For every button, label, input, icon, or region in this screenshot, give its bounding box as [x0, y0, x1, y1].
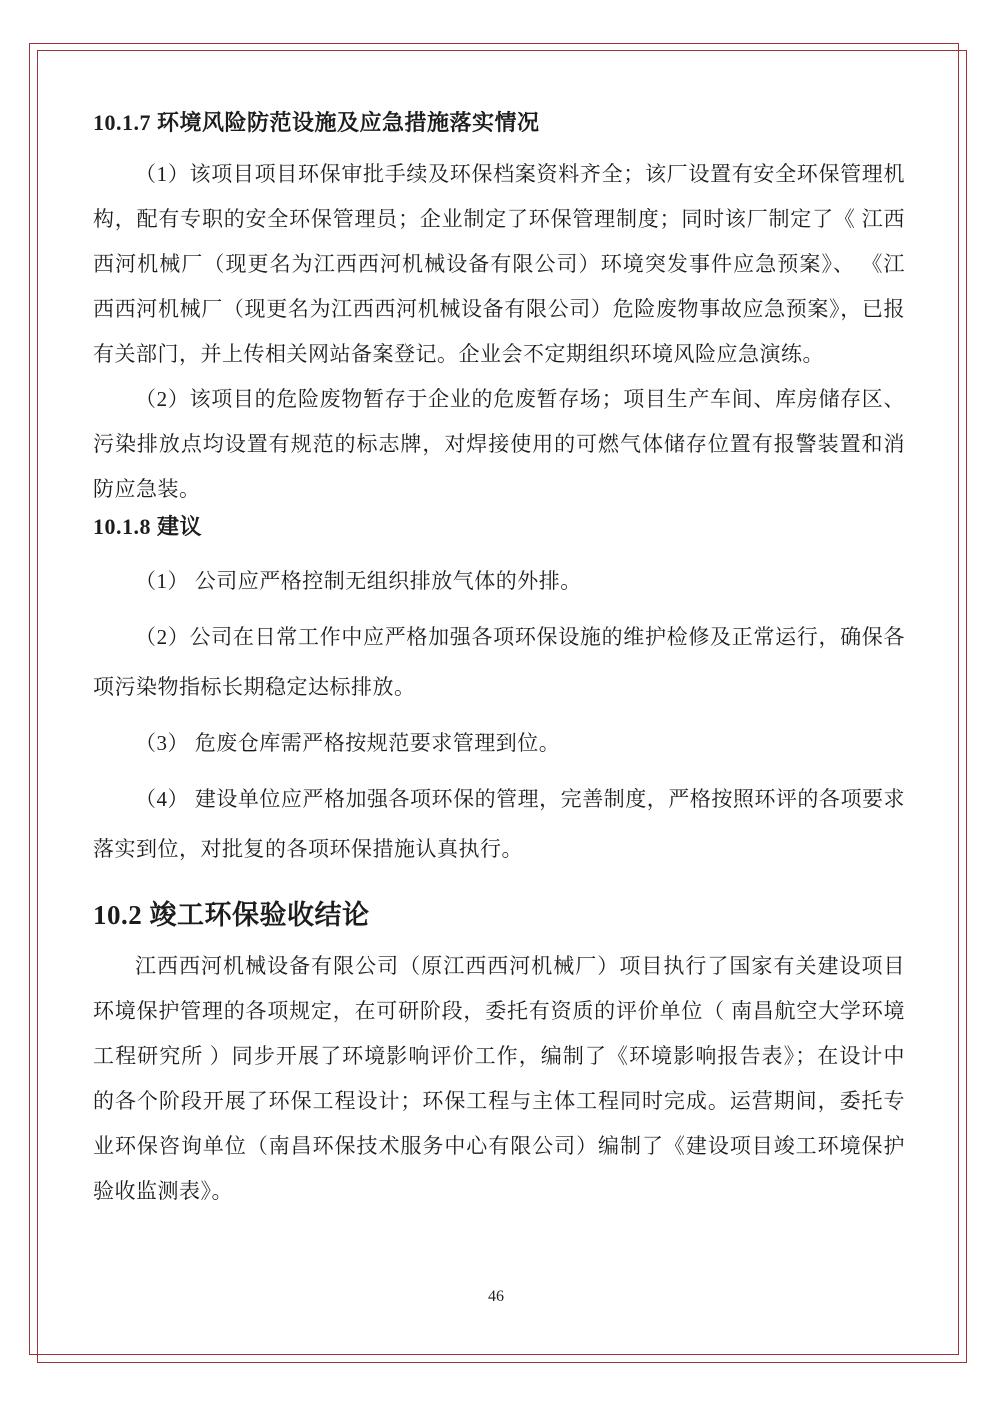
- advice-item-2: （2）公司在日常工作中应严格加强各项环保设施的维护检修及正常运行，确保各项污染物指标长期稳定达标排放。: [93, 625, 905, 699]
- section-heading-10-1-8: 10.1.8 建议: [93, 514, 203, 539]
- paragraph-risk-prevention-2: （2）该项目的危险废物暂存于企业的危废暂存场；项目生产车间、库房储存区、污染排放点均设置有规范的标志牌，对焊接使用的可燃气体储存位置有报警装置和消防应急装。: [93, 387, 905, 501]
- advice-item-4: （4） 建设单位应严格加强各项环保的管理，完善制度，严格按照环评的各项要求落实到位，对批复的各项环保措施认真执行。: [93, 787, 905, 861]
- advice-item-1: （1） 公司应严格控制无组织排放气体的外排。: [135, 569, 582, 593]
- section-heading-10-2: 10.2 竣工环保验收结论: [93, 900, 370, 930]
- section-heading-10-1-7: 10.1.7 环境风险防范设施及应急措施落实情况: [93, 110, 540, 135]
- document-body: [93, 108, 905, 1214]
- paragraph-acceptance-conclusion: 江西西河机械设备有限公司（原江西西河机械厂）项目执行了国家有关建设项目环境保护管理的各项规定，在可研阶段，委托有资质的评价单位（ 南昌航空大学环境工程研究所 ）同步开展了环境影响评价工作，编制了《环境影响报告表》；在设计中的各个阶段开展了环保工程设计；环保工程与主体工程同时完成。运营期间，委托专业环保咨询单位（南昌环保技术服务中心有限公司）编制了《建设项目竣工环境保护验收监测表》。: [93, 954, 905, 1203]
- page-number: 46: [488, 1288, 504, 1305]
- paragraph-risk-prevention-1: （1）该项目项目环保审批手续及环保档案资料齐全；该厂设置有安全环保管理机构，配有专职的安全环保管理员；企业制定了环保管理制度；同时该厂制定了《 江西西河机械厂（现更名为江西西河机械设备有限公司）环境突发事件应急预案》、 《江西西河机械厂（现更名为江西西河机械设备有限公司）危险废物事故应急预案》，已报有关部门，并上传相关网站备案登记。企业会不定期组织环境风险应急演练。: [93, 162, 905, 366]
- advice-item-3: （3） 危废仓库需严格按规范要求管理到位。: [135, 731, 561, 755]
